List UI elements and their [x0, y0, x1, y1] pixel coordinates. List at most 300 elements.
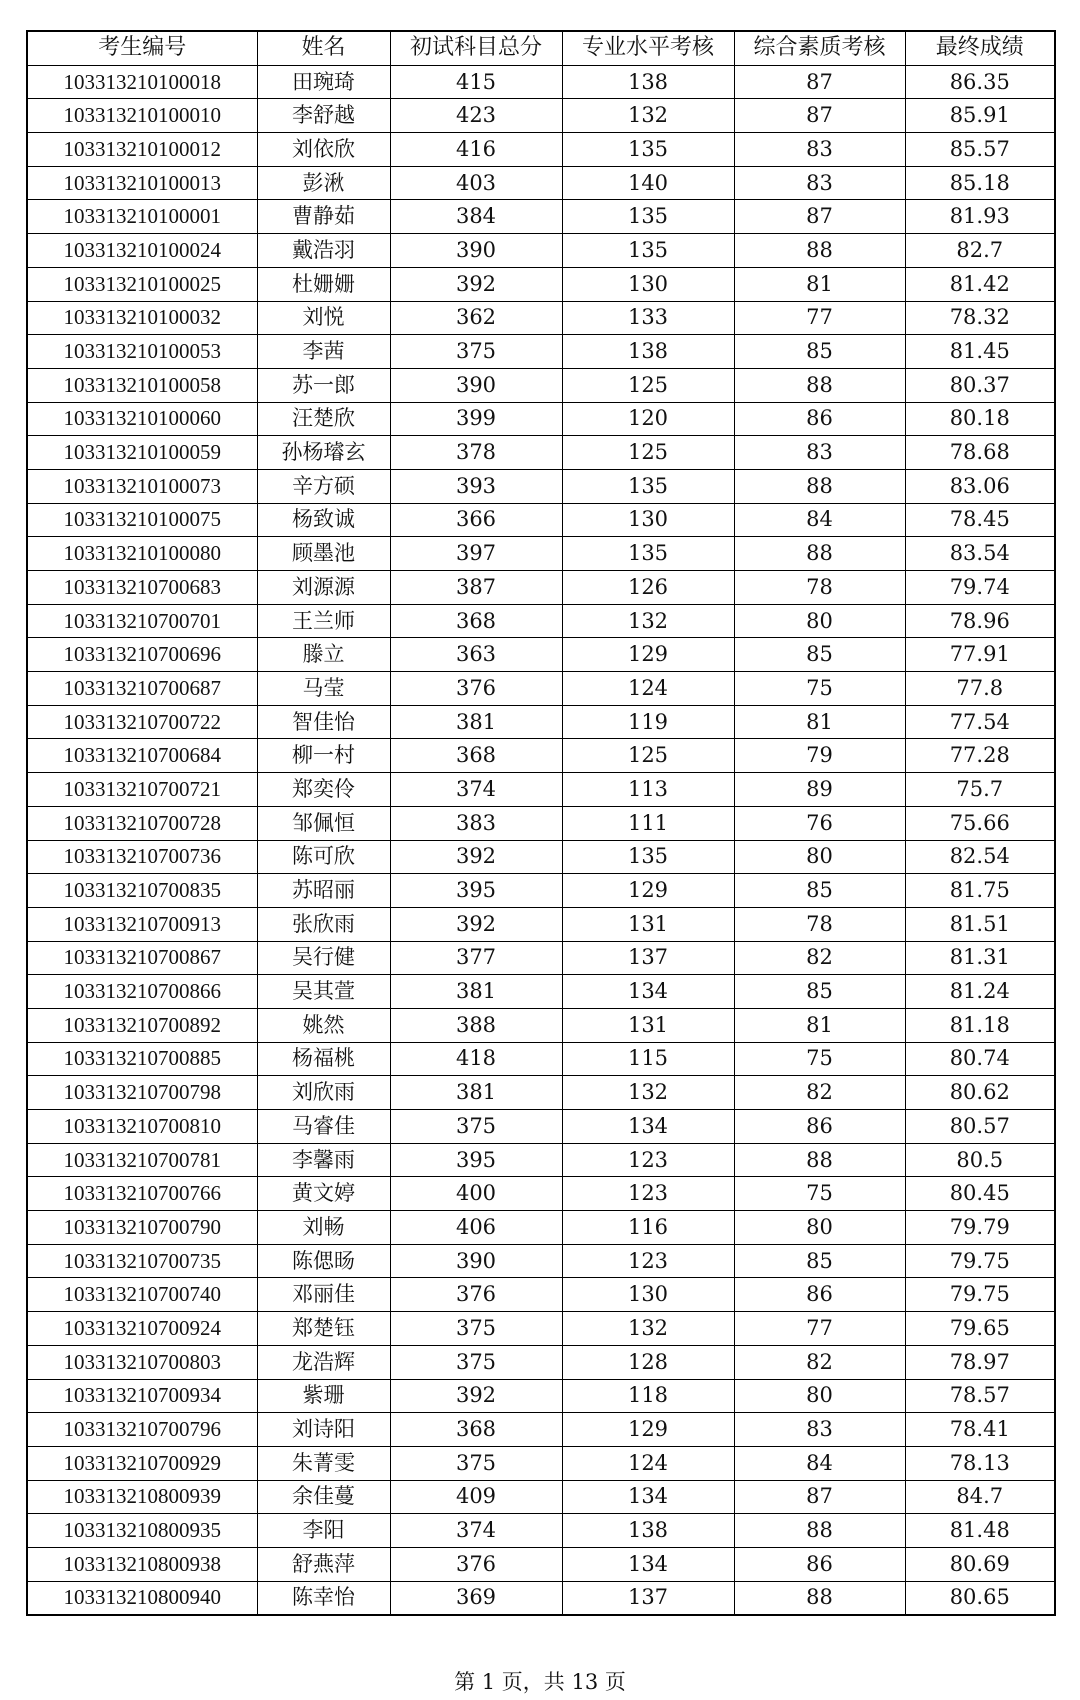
- name-cell: 陈幸怡: [257, 1581, 390, 1615]
- professional-cell: 125: [562, 368, 734, 402]
- final-score-cell: 81.24: [905, 975, 1055, 1009]
- initial-total-cell: 387: [390, 571, 562, 605]
- final-score-cell: 80.62: [905, 1076, 1055, 1110]
- initial-total-cell: 418: [390, 1042, 562, 1076]
- final-score-cell: 80.65: [905, 1581, 1055, 1615]
- comprehensive-cell: 80: [734, 840, 905, 874]
- table-row: [27, 99, 1055, 133]
- professional-cell: 118: [562, 1379, 734, 1413]
- name-cell: 杨致诚: [257, 503, 390, 537]
- table-row: [27, 1042, 1055, 1076]
- initial-total-cell: 383: [390, 806, 562, 840]
- name-cell: 余佳蔓: [257, 1480, 390, 1514]
- header-final-score: 最终成绩: [905, 31, 1055, 65]
- table-row: [27, 1379, 1055, 1413]
- table-row: [27, 907, 1055, 941]
- professional-cell: 123: [562, 1244, 734, 1278]
- comprehensive-cell: 88: [734, 1143, 905, 1177]
- table-row: [27, 1413, 1055, 1447]
- comprehensive-cell: 81: [734, 267, 905, 301]
- final-score-cell: 77.91: [905, 638, 1055, 672]
- table-row: [27, 1008, 1055, 1042]
- comprehensive-cell: 86: [734, 1547, 905, 1581]
- final-score-cell: 78.97: [905, 1345, 1055, 1379]
- initial-total-cell: 369: [390, 1581, 562, 1615]
- candidate-id-cell: 103313210800938: [27, 1547, 257, 1581]
- professional-cell: 135: [562, 133, 734, 167]
- table-row: [27, 1076, 1055, 1110]
- final-score-cell: 82.54: [905, 840, 1055, 874]
- professional-cell: 115: [562, 1042, 734, 1076]
- professional-cell: 132: [562, 604, 734, 638]
- table-row: [27, 604, 1055, 638]
- header-candidate-id: 考生编号: [27, 31, 257, 65]
- comprehensive-cell: 82: [734, 941, 905, 975]
- name-cell: 智佳怡: [257, 705, 390, 739]
- professional-cell: 140: [562, 166, 734, 200]
- comprehensive-cell: 87: [734, 1480, 905, 1514]
- final-score-cell: 81.48: [905, 1514, 1055, 1548]
- candidate-id-cell: 103313210700722: [27, 705, 257, 739]
- table-row: [27, 806, 1055, 840]
- table-row: [27, 335, 1055, 369]
- initial-total-cell: 392: [390, 267, 562, 301]
- table-row: [27, 1244, 1055, 1278]
- name-cell: 邓丽佳: [257, 1278, 390, 1312]
- name-cell: 苏昭丽: [257, 874, 390, 908]
- final-score-cell: 78.45: [905, 503, 1055, 537]
- final-score-cell: 77.54: [905, 705, 1055, 739]
- candidate-id-cell: 103313210700803: [27, 1345, 257, 1379]
- professional-cell: 135: [562, 234, 734, 268]
- professional-cell: 129: [562, 874, 734, 908]
- table-row: [27, 705, 1055, 739]
- comprehensive-cell: 84: [734, 1446, 905, 1480]
- initial-total-cell: 384: [390, 200, 562, 234]
- initial-total-cell: 377: [390, 941, 562, 975]
- initial-total-cell: 390: [390, 1244, 562, 1278]
- comprehensive-cell: 77: [734, 1312, 905, 1346]
- final-score-cell: 85.57: [905, 133, 1055, 167]
- final-score-cell: 80.37: [905, 368, 1055, 402]
- name-cell: 李茜: [257, 335, 390, 369]
- candidate-id-cell: 103313210700766: [27, 1177, 257, 1211]
- candidate-id-cell: 103313210700929: [27, 1446, 257, 1480]
- comprehensive-cell: 76: [734, 806, 905, 840]
- table-row: [27, 1211, 1055, 1245]
- name-cell: 柳一村: [257, 739, 390, 773]
- professional-cell: 119: [562, 705, 734, 739]
- professional-cell: 138: [562, 1514, 734, 1548]
- table-row: [27, 1312, 1055, 1346]
- professional-cell: 116: [562, 1211, 734, 1245]
- candidate-id-cell: 103313210700867: [27, 941, 257, 975]
- final-score-cell: 79.75: [905, 1244, 1055, 1278]
- comprehensive-cell: 83: [734, 1413, 905, 1447]
- initial-total-cell: 415: [390, 65, 562, 99]
- initial-total-cell: 376: [390, 1278, 562, 1312]
- professional-cell: 130: [562, 503, 734, 537]
- table-row: [27, 537, 1055, 571]
- comprehensive-cell: 87: [734, 65, 905, 99]
- final-score-cell: 81.45: [905, 335, 1055, 369]
- name-cell: 王兰师: [257, 604, 390, 638]
- comprehensive-cell: 79: [734, 739, 905, 773]
- table-row: [27, 65, 1055, 99]
- comprehensive-cell: 86: [734, 1110, 905, 1144]
- initial-total-cell: 375: [390, 1110, 562, 1144]
- initial-total-cell: 381: [390, 975, 562, 1009]
- table-row: [27, 1514, 1055, 1548]
- initial-total-cell: 374: [390, 1514, 562, 1548]
- comprehensive-cell: 83: [734, 133, 905, 167]
- initial-total-cell: 400: [390, 1177, 562, 1211]
- initial-total-cell: 375: [390, 1345, 562, 1379]
- final-score-cell: 78.13: [905, 1446, 1055, 1480]
- initial-total-cell: 376: [390, 1547, 562, 1581]
- table-row: [27, 402, 1055, 436]
- final-score-cell: 81.75: [905, 874, 1055, 908]
- final-score-cell: 77.8: [905, 672, 1055, 706]
- final-score-cell: 84.7: [905, 1480, 1055, 1514]
- table-row: [27, 1143, 1055, 1177]
- final-score-cell: 86.35: [905, 65, 1055, 99]
- initial-total-cell: 363: [390, 638, 562, 672]
- table-row: [27, 166, 1055, 200]
- initial-total-cell: 378: [390, 436, 562, 470]
- name-cell: 郑奕伶: [257, 773, 390, 807]
- final-score-cell: 85.18: [905, 166, 1055, 200]
- professional-cell: 135: [562, 537, 734, 571]
- final-score-cell: 79.74: [905, 571, 1055, 605]
- comprehensive-cell: 81: [734, 1008, 905, 1042]
- candidate-id-cell: 103313210700892: [27, 1008, 257, 1042]
- table-row: [27, 200, 1055, 234]
- final-score-cell: 77.28: [905, 739, 1055, 773]
- initial-total-cell: 375: [390, 1446, 562, 1480]
- final-score-cell: 83.06: [905, 469, 1055, 503]
- comprehensive-cell: 75: [734, 672, 905, 706]
- comprehensive-cell: 80: [734, 1379, 905, 1413]
- table-row: [27, 1581, 1055, 1615]
- name-cell: 舒燕萍: [257, 1547, 390, 1581]
- final-score-cell: 79.75: [905, 1278, 1055, 1312]
- professional-cell: 130: [562, 1278, 734, 1312]
- comprehensive-cell: 88: [734, 1514, 905, 1548]
- comprehensive-cell: 86: [734, 402, 905, 436]
- final-score-cell: 80.69: [905, 1547, 1055, 1581]
- comprehensive-cell: 88: [734, 368, 905, 402]
- professional-cell: 126: [562, 571, 734, 605]
- header-name: 姓名: [257, 31, 390, 65]
- final-score-cell: 79.65: [905, 1312, 1055, 1346]
- table-row: [27, 1177, 1055, 1211]
- professional-cell: 137: [562, 1581, 734, 1615]
- table-row: [27, 1547, 1055, 1581]
- comprehensive-cell: 88: [734, 234, 905, 268]
- final-score-cell: 80.57: [905, 1110, 1055, 1144]
- initial-total-cell: 376: [390, 672, 562, 706]
- final-score-cell: 80.74: [905, 1042, 1055, 1076]
- comprehensive-cell: 81: [734, 705, 905, 739]
- candidate-id-cell: 103313210800940: [27, 1581, 257, 1615]
- header-professional-assessment: 专业水平考核: [562, 31, 734, 65]
- name-cell: 曹静茹: [257, 200, 390, 234]
- professional-cell: 131: [562, 907, 734, 941]
- initial-total-cell: 375: [390, 335, 562, 369]
- candidate-id-cell: 103313210100001: [27, 200, 257, 234]
- name-cell: 刘欣雨: [257, 1076, 390, 1110]
- table-body: [27, 65, 1055, 1615]
- candidate-id-cell: 103313210700696: [27, 638, 257, 672]
- initial-total-cell: 362: [390, 301, 562, 335]
- comprehensive-cell: 89: [734, 773, 905, 807]
- name-cell: 黄文婷: [257, 1177, 390, 1211]
- name-cell: 彭湫: [257, 166, 390, 200]
- initial-total-cell: 381: [390, 1076, 562, 1110]
- initial-total-cell: 366: [390, 503, 562, 537]
- professional-cell: 129: [562, 638, 734, 672]
- candidate-id-cell: 103313210100013: [27, 166, 257, 200]
- comprehensive-cell: 82: [734, 1076, 905, 1110]
- comprehensive-cell: 86: [734, 1278, 905, 1312]
- name-cell: 吴行健: [257, 941, 390, 975]
- final-score-cell: 75.66: [905, 806, 1055, 840]
- professional-cell: 120: [562, 402, 734, 436]
- comprehensive-cell: 80: [734, 604, 905, 638]
- final-score-cell: 81.93: [905, 200, 1055, 234]
- table-row: [27, 267, 1055, 301]
- name-cell: 李阳: [257, 1514, 390, 1548]
- candidate-id-cell: 103313210700684: [27, 739, 257, 773]
- name-cell: 刘畅: [257, 1211, 390, 1245]
- table-row: [27, 1345, 1055, 1379]
- professional-cell: 132: [562, 1312, 734, 1346]
- name-cell: 刘诗阳: [257, 1413, 390, 1447]
- professional-cell: 132: [562, 99, 734, 133]
- table-row: [27, 571, 1055, 605]
- professional-cell: 135: [562, 840, 734, 874]
- candidate-id-cell: 103313210100012: [27, 133, 257, 167]
- comprehensive-cell: 82: [734, 1345, 905, 1379]
- candidate-id-cell: 103313210700810: [27, 1110, 257, 1144]
- initial-total-cell: 393: [390, 469, 562, 503]
- name-cell: 吴其萱: [257, 975, 390, 1009]
- name-cell: 紫珊: [257, 1379, 390, 1413]
- name-cell: 杜姗姗: [257, 267, 390, 301]
- header-row: [27, 31, 1055, 65]
- initial-total-cell: 423: [390, 99, 562, 133]
- candidate-id-cell: 103313210700683: [27, 571, 257, 605]
- candidate-id-cell: 103313210700687: [27, 672, 257, 706]
- candidate-id-cell: 103313210700885: [27, 1042, 257, 1076]
- initial-total-cell: 397: [390, 537, 562, 571]
- professional-cell: 134: [562, 1547, 734, 1581]
- candidate-id-cell: 103313210700781: [27, 1143, 257, 1177]
- table-row: [27, 436, 1055, 470]
- candidate-id-cell: 103313210100032: [27, 301, 257, 335]
- candidate-id-cell: 103313210700701: [27, 604, 257, 638]
- candidate-id-cell: 103313210100024: [27, 234, 257, 268]
- initial-total-cell: 375: [390, 1312, 562, 1346]
- candidate-id-cell: 103313210700924: [27, 1312, 257, 1346]
- table-row: [27, 975, 1055, 1009]
- comprehensive-cell: 77: [734, 301, 905, 335]
- final-score-cell: 78.68: [905, 436, 1055, 470]
- candidate-id-cell: 103313210700736: [27, 840, 257, 874]
- score-table: [26, 30, 1056, 1616]
- name-cell: 李馨雨: [257, 1143, 390, 1177]
- initial-total-cell: 406: [390, 1211, 562, 1245]
- final-score-cell: 75.7: [905, 773, 1055, 807]
- name-cell: 姚然: [257, 1008, 390, 1042]
- candidate-id-cell: 103313210700866: [27, 975, 257, 1009]
- final-score-cell: 83.54: [905, 537, 1055, 571]
- comprehensive-cell: 87: [734, 99, 905, 133]
- final-score-cell: 80.5: [905, 1143, 1055, 1177]
- candidate-id-cell: 103313210100018: [27, 65, 257, 99]
- final-score-cell: 81.31: [905, 941, 1055, 975]
- candidate-id-cell: 103313210800935: [27, 1514, 257, 1548]
- professional-cell: 129: [562, 1413, 734, 1447]
- name-cell: 汪楚欣: [257, 402, 390, 436]
- comprehensive-cell: 85: [734, 335, 905, 369]
- initial-total-cell: 409: [390, 1480, 562, 1514]
- initial-total-cell: 395: [390, 874, 562, 908]
- table-row: [27, 469, 1055, 503]
- table-row: [27, 1446, 1055, 1480]
- table-row: [27, 672, 1055, 706]
- comprehensive-cell: 75: [734, 1042, 905, 1076]
- comprehensive-cell: 85: [734, 874, 905, 908]
- name-cell: 戴浩羽: [257, 234, 390, 268]
- final-score-cell: 81.42: [905, 267, 1055, 301]
- candidate-id-cell: 103313210100073: [27, 469, 257, 503]
- professional-cell: 125: [562, 436, 734, 470]
- initial-total-cell: 368: [390, 1413, 562, 1447]
- initial-total-cell: 390: [390, 234, 562, 268]
- name-cell: 马莹: [257, 672, 390, 706]
- initial-total-cell: 390: [390, 368, 562, 402]
- comprehensive-cell: 85: [734, 975, 905, 1009]
- name-cell: 孙杨璿玄: [257, 436, 390, 470]
- professional-cell: 134: [562, 1110, 734, 1144]
- candidate-id-cell: 103313210100053: [27, 335, 257, 369]
- name-cell: 马睿佳: [257, 1110, 390, 1144]
- name-cell: 邹佩恒: [257, 806, 390, 840]
- table-row: [27, 368, 1055, 402]
- name-cell: 刘依欣: [257, 133, 390, 167]
- name-cell: 刘源源: [257, 571, 390, 605]
- initial-total-cell: 374: [390, 773, 562, 807]
- comprehensive-cell: 84: [734, 503, 905, 537]
- table-row: [27, 1110, 1055, 1144]
- table-row: [27, 301, 1055, 335]
- name-cell: 李舒越: [257, 99, 390, 133]
- initial-total-cell: 395: [390, 1143, 562, 1177]
- final-score-cell: 78.32: [905, 301, 1055, 335]
- name-cell: 田琬琦: [257, 65, 390, 99]
- candidate-id-cell: 103313210100025: [27, 267, 257, 301]
- candidate-id-cell: 103313210700913: [27, 907, 257, 941]
- professional-cell: 123: [562, 1177, 734, 1211]
- name-cell: 刘悦: [257, 301, 390, 335]
- initial-total-cell: 381: [390, 705, 562, 739]
- comprehensive-cell: 83: [734, 166, 905, 200]
- name-cell: 顾墨池: [257, 537, 390, 571]
- candidate-id-cell: 103313210700721: [27, 773, 257, 807]
- candidate-id-cell: 103313210800939: [27, 1480, 257, 1514]
- page-footer: 第 1 页，共 13 页: [454, 1670, 626, 1694]
- initial-total-cell: 403: [390, 166, 562, 200]
- professional-cell: 125: [562, 739, 734, 773]
- comprehensive-cell: 85: [734, 638, 905, 672]
- professional-cell: 124: [562, 672, 734, 706]
- professional-cell: 113: [562, 773, 734, 807]
- professional-cell: 123: [562, 1143, 734, 1177]
- name-cell: 陈可欣: [257, 840, 390, 874]
- candidate-id-cell: 103313210700796: [27, 1413, 257, 1447]
- initial-total-cell: 392: [390, 840, 562, 874]
- professional-cell: 138: [562, 335, 734, 369]
- professional-cell: 111: [562, 806, 734, 840]
- name-cell: 郑楚钰: [257, 1312, 390, 1346]
- professional-cell: 124: [562, 1446, 734, 1480]
- table-row: [27, 1480, 1055, 1514]
- professional-cell: 132: [562, 1076, 734, 1110]
- candidate-id-cell: 103313210100080: [27, 537, 257, 571]
- table-row: [27, 739, 1055, 773]
- table-row: [27, 941, 1055, 975]
- table-header: [27, 31, 1055, 65]
- header-comprehensive-assessment: 综合素质考核: [734, 31, 905, 65]
- comprehensive-cell: 88: [734, 537, 905, 571]
- name-cell: 陈偲旸: [257, 1244, 390, 1278]
- candidate-id-cell: 103313210700740: [27, 1278, 257, 1312]
- comprehensive-cell: 78: [734, 907, 905, 941]
- candidate-id-cell: 103313210100075: [27, 503, 257, 537]
- candidate-id-cell: 103313210700798: [27, 1076, 257, 1110]
- table-row: [27, 234, 1055, 268]
- professional-cell: 133: [562, 301, 734, 335]
- name-cell: 张欣雨: [257, 907, 390, 941]
- professional-cell: 138: [562, 65, 734, 99]
- final-score-cell: 78.41: [905, 1413, 1055, 1447]
- candidate-id-cell: 103313210700835: [27, 874, 257, 908]
- final-score-cell: 81.51: [905, 907, 1055, 941]
- initial-total-cell: 368: [390, 739, 562, 773]
- table-row: [27, 133, 1055, 167]
- table-row: [27, 1278, 1055, 1312]
- final-score-cell: 80.18: [905, 402, 1055, 436]
- comprehensive-cell: 80: [734, 1211, 905, 1245]
- candidate-id-cell: 103313210100060: [27, 402, 257, 436]
- name-cell: 辛方硕: [257, 469, 390, 503]
- final-score-cell: 82.7: [905, 234, 1055, 268]
- final-score-cell: 78.96: [905, 604, 1055, 638]
- table-row: [27, 840, 1055, 874]
- initial-total-cell: 392: [390, 907, 562, 941]
- comprehensive-cell: 87: [734, 200, 905, 234]
- professional-cell: 135: [562, 200, 734, 234]
- table-row: [27, 638, 1055, 672]
- final-score-cell: 85.91: [905, 99, 1055, 133]
- table-row: [27, 773, 1055, 807]
- comprehensive-cell: 85: [734, 1244, 905, 1278]
- candidate-id-cell: 103313210100010: [27, 99, 257, 133]
- professional-cell: 134: [562, 1480, 734, 1514]
- professional-cell: 131: [562, 1008, 734, 1042]
